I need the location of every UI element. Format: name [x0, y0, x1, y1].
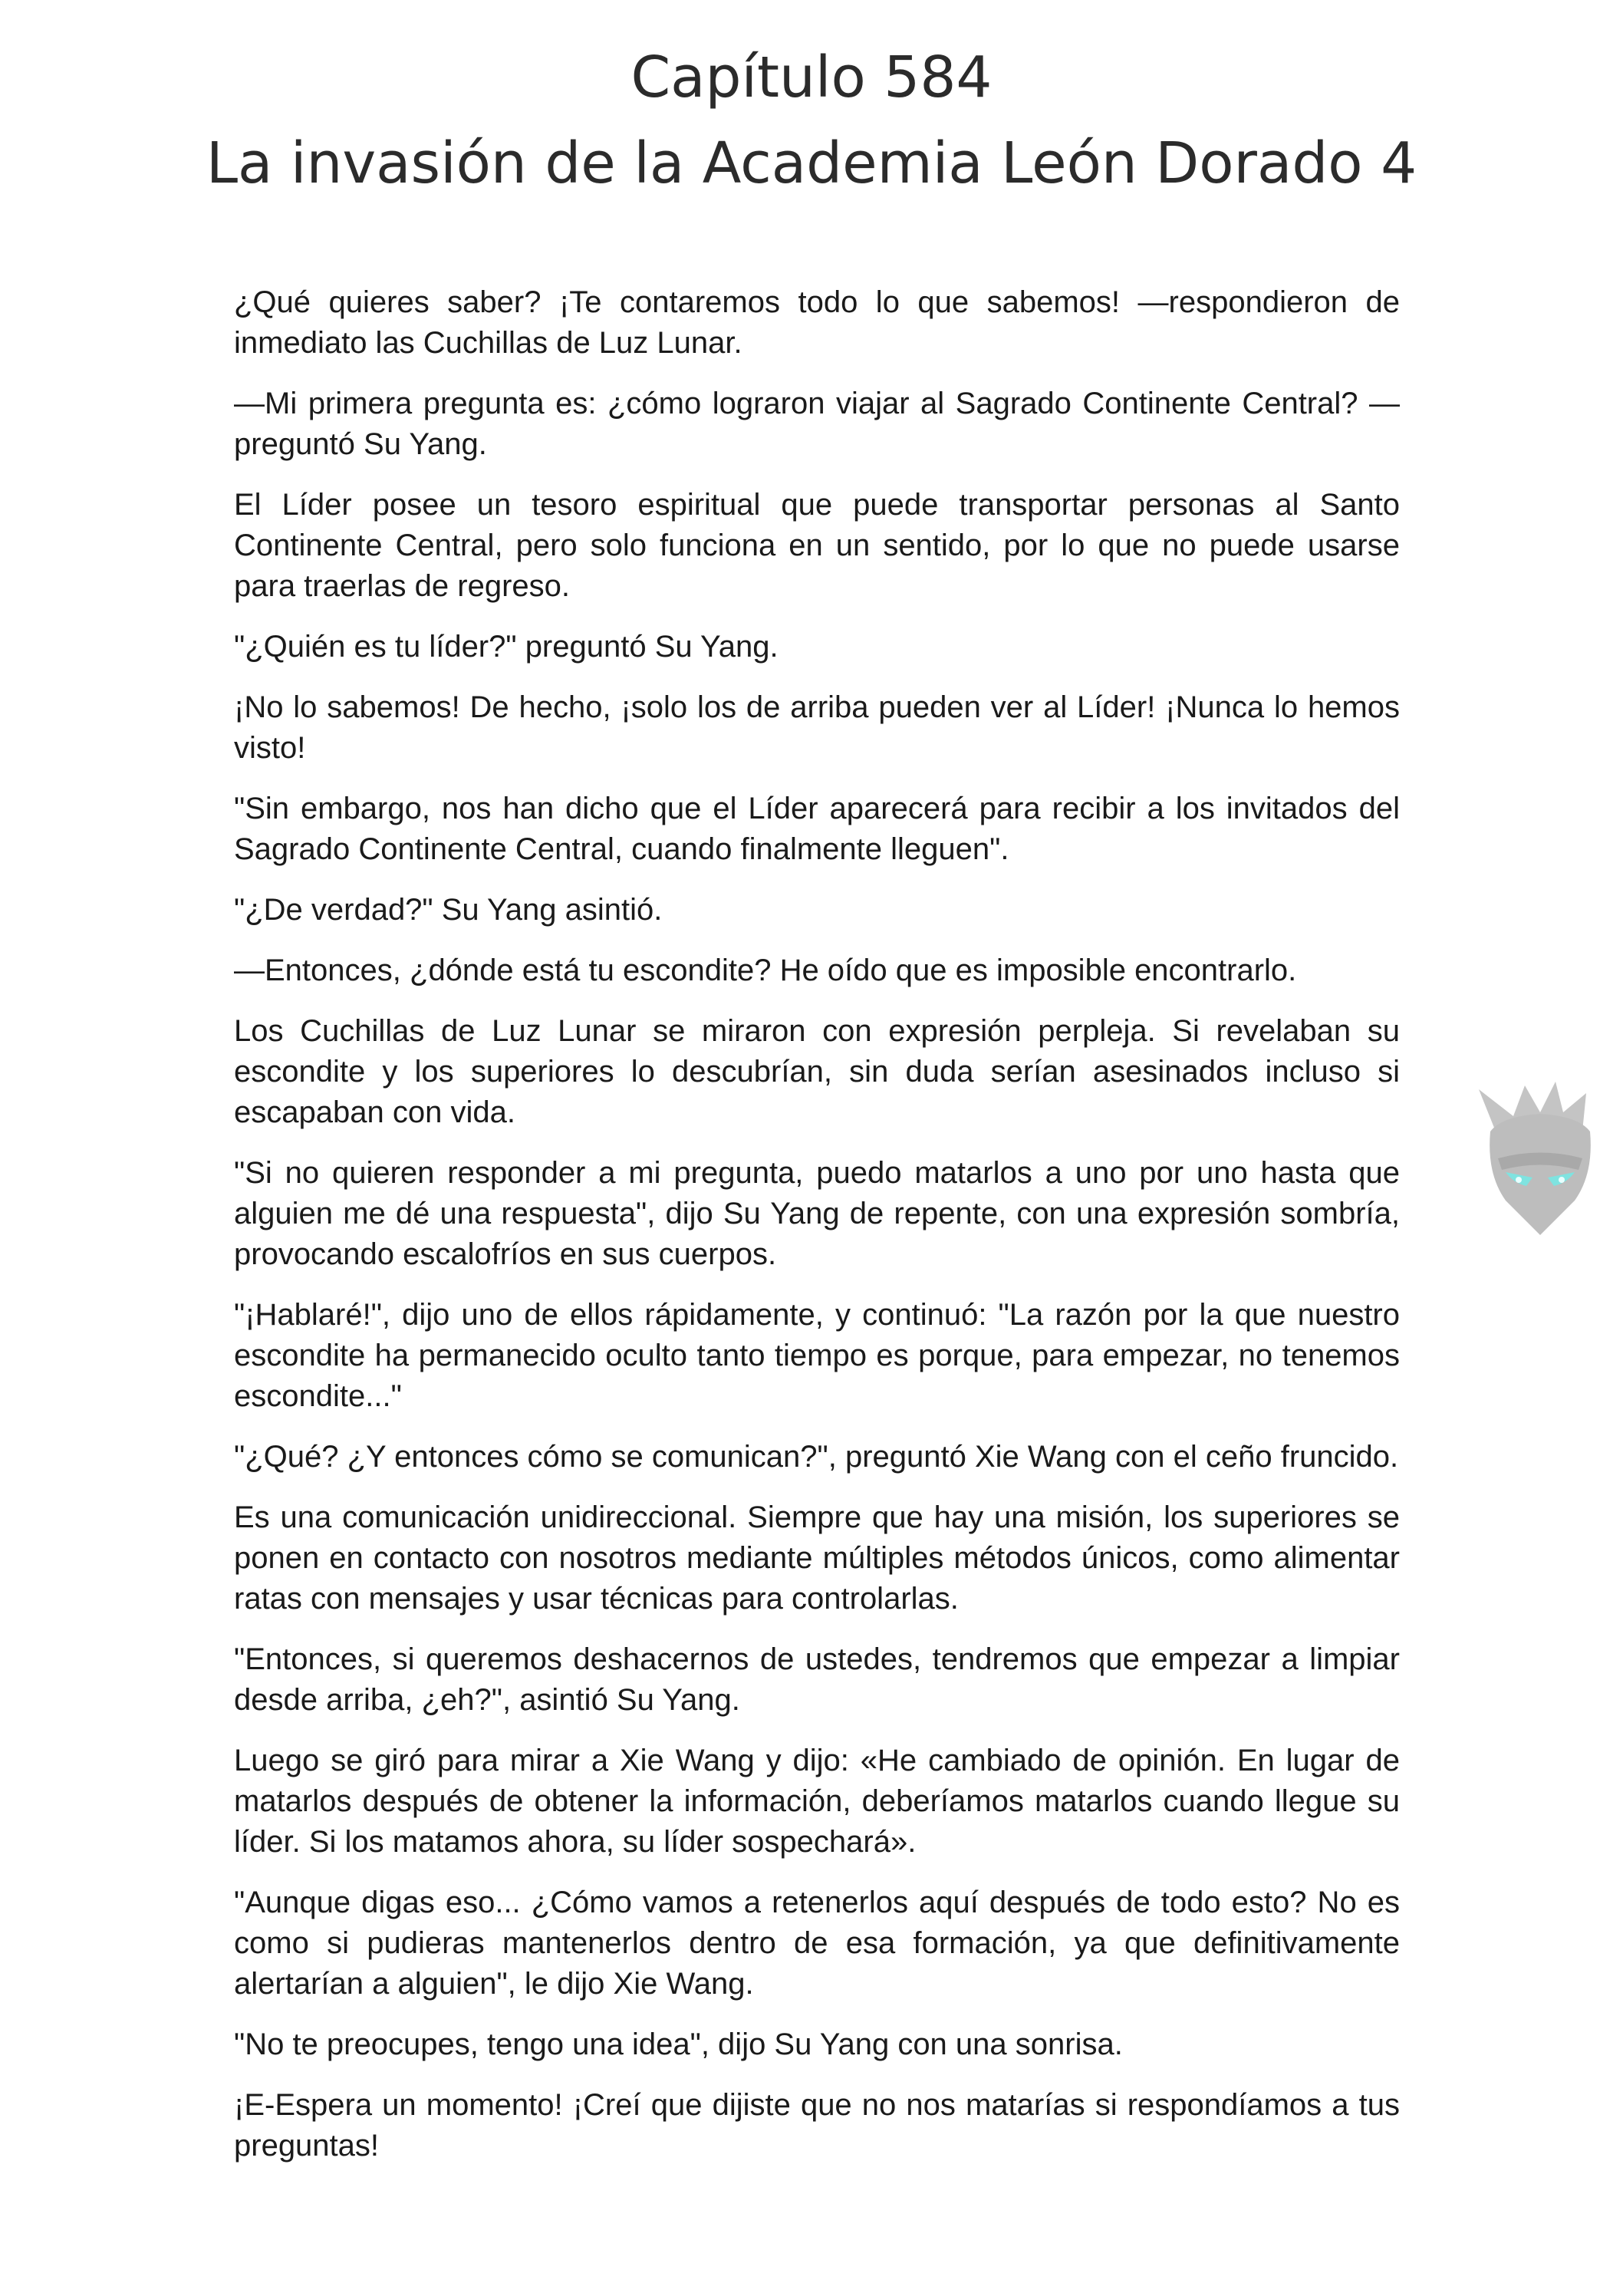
paragraph: "No te preocupes, tengo una idea", dijo Su Yang con una sonrisa.	[234, 2028, 1123, 2061]
paragraph: ¿Qué quieres saber? ¡Te contaremos todo lo que sabemos! —respondieron de inmediato las Cuchillas de Luz Lunar.	[234, 285, 1400, 360]
paragraph: —Entonces, ¿dónde está tu escondite? He oído que es imposible encontrarlo.	[234, 954, 1297, 987]
chapter-title: La invasión de la Academia León Dorado 4	[206, 130, 1417, 196]
chapter-number: Capítulo 584	[630, 44, 993, 110]
paragraph: "Sin embargo, nos han dicho que el Líder aparecerá para recibir a los invitados del Sagrado Continente Central, cuando finalmente lleguen".	[234, 792, 1400, 866]
paragraph: Es una comunicación unidireccional. Siempre que hay una misión, los superiores se ponen en contacto con nosotros mediante múltiples métodos únicos, como alimentar ratas con mensajes y usar técnicas para controlarlas.	[234, 1500, 1400, 1616]
paragraph: "Si no quieren responder a mi pregunta, puedo matarlos a uno por uno hasta que alguien me dé una respuesta", dijo Su Yang de repente, con una expresión sombría, provocando escalofríos en sus cuerpos.	[234, 1156, 1400, 1271]
paragraph: "¿De verdad?" Su Yang asintió.	[234, 893, 663, 927]
paragraph: "¿Quién es tu líder?" preguntó Su Yang.	[234, 630, 779, 664]
demon-head-icon	[1471, 1074, 1609, 1243]
paragraph: ¡No lo sabemos! De hecho, ¡solo los de arriba pueden ver al Líder! ¡Nunca lo hemos visto!	[234, 690, 1400, 765]
paragraph: ¡E-Espera un momento! ¡Creí que dijiste que no nos matarías si respondíamos a tus preguntas!	[234, 2088, 1400, 2163]
paragraph: —Mi primera pregunta es: ¿cómo lograron viajar al Sagrado Continente Central? —preguntó Su Yang.	[234, 387, 1400, 461]
paragraph: "Entonces, si queremos deshacernos de ustedes, tendremos que empezar a limpiar desde arriba, ¿eh?", asintió Su Yang.	[234, 1642, 1400, 1717]
paragraph: Luego se giró para mirar a Xie Wang y dijo: «He cambiado de opinión. En lugar de matarlos después de obtener la información, deberíamos matarlos cuando llegue su líder. Si los matamos ahora, su líder sospechará».	[234, 1744, 1400, 1859]
paragraph: "¡Hablaré!", dijo uno de ellos rápidamente, y continuó: "La razón por la que nuestro escondite ha permanecido oculto tanto tiempo es porque, para empezar, no tenemos escondite..."	[234, 1298, 1400, 1413]
paragraph: "¿Qué? ¿Y entonces cómo se comunican?", preguntó Xie Wang con el ceño fruncido.	[234, 1440, 1399, 1474]
paragraph: Los Cuchillas de Luz Lunar se miraron con expresión perpleja. Si revelaban su escondite y los superiores lo descubrían, sin duda serían asesinados incluso si escapaban con vida.	[234, 1014, 1400, 1129]
paragraph: El Líder posee un tesoro espiritual que puede transportar personas al Santo Continente Central, pero solo funciona en un sentido, por lo que no puede usarse para traerlas de regreso.	[234, 488, 1400, 603]
chapter-body	[234, 282, 1400, 2186]
paragraph: "Aunque digas eso... ¿Cómo vamos a retenerlos aquí después de todo esto? No es como si pudieras mantenerlos dentro de esa formación, ya que definitivamente alertarían a alguien", le dijo Xie Wang.	[234, 1886, 1400, 2001]
